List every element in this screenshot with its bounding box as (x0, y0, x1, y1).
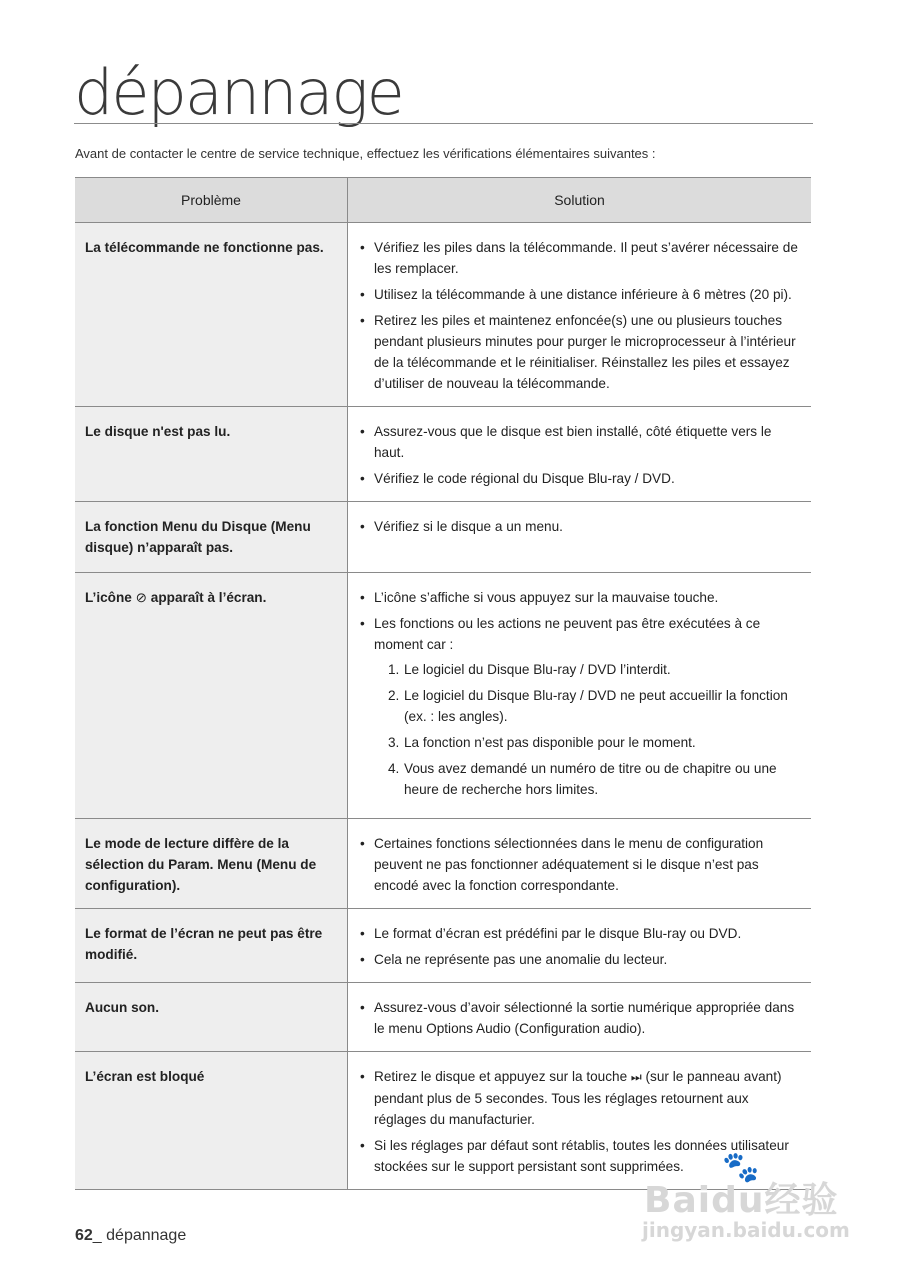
numbered-item: 3. La fonction n’est pas disponible pour le moment. (388, 735, 696, 750)
problem-cell: Le format de l’écran ne peut pas être modifié. (75, 909, 348, 983)
solution-bullet: • Assurez-vous que le disque est bien installé, côté étiquette vers le haut. (360, 421, 803, 463)
bullet-icon: • (360, 519, 365, 534)
header-solution: Solution (348, 178, 812, 223)
table-row (75, 502, 811, 573)
bullet-icon: • (360, 1069, 365, 1084)
solution-bullet: • Vérifiez si le disque a un menu. (360, 516, 803, 537)
bullet-icon: • (360, 1000, 365, 1015)
solution-cell (348, 819, 812, 909)
problem-cell: Le disque n'est pas lu. (75, 407, 348, 502)
bullet-icon: • (360, 287, 365, 302)
paw-icon: 🐾 (722, 1151, 760, 1184)
solution-cell (348, 502, 812, 573)
prohibited-icon: ⊘ (135, 590, 148, 605)
title-divider (74, 123, 813, 124)
troubleshooting-table (75, 177, 811, 1190)
watermark-logo: Baidu经验 (644, 1180, 839, 1221)
watermark-url: jingyan.baidu.com (642, 1218, 850, 1242)
page-footer (75, 1227, 186, 1245)
problem-cell: L’écran est bloqué (75, 1052, 348, 1190)
problem-cell: L’icône ⊘ apparaît à l’écran. (75, 573, 348, 819)
solution-bullet: • Retirez le disque et appuyez sur la touche ⏭ (sur le panneau avant) pendant plus de 5 secondes. Tous les réglages retournent aux réglages du manufacturier. (360, 1066, 803, 1130)
intro-text: Avant de contacter le centre de service technique, effectuez les vérifications élémentaires suivantes : (75, 146, 656, 161)
solution-bullet: • Certaines fonctions sélectionnées dans le menu de configuration peuvent ne pas fonctionner adéquatement si le disque n’est pas encodé avec la fonction correspondante. (360, 833, 803, 896)
solution-bullet: • Retirez les piles et maintenez enfoncée(s) une ou plusieurs touches pendant plusieurs minutes pour purger le microprocesseur à l’intérieur de la télécommande et le réinitialiser. Réinstallez les piles et essayez d’utiliser de nouveau la télécommande. (360, 310, 803, 394)
bullet-icon: • (360, 926, 365, 941)
page-number: 62 (75, 1227, 93, 1244)
bullet-icon: • (360, 240, 365, 255)
solution-cell (348, 909, 812, 983)
skip-next-icon: ⏭ (630, 1070, 642, 1084)
bullet-icon: • (360, 1138, 365, 1153)
table-row (75, 223, 811, 407)
watermark (640, 1150, 850, 1250)
solution-cell (348, 407, 812, 502)
bullet-icon: • (360, 616, 365, 631)
solution-bullet: • Si les réglages par défaut sont rétablis, toutes les données utilisateur stockées sur le support persistant sont supprimées. (360, 1135, 803, 1177)
problem-cell: Le mode de lecture diffère de la sélection du Param. Menu (Menu de configuration). (75, 819, 348, 909)
numbered-item: 1. Le logiciel du Disque Blu-ray / DVD l’interdit. (388, 662, 671, 677)
header-problem: Problème (75, 178, 348, 223)
table-row (75, 407, 811, 502)
problem-cell: Aucun son. (75, 983, 348, 1052)
bullet-icon: • (360, 424, 365, 439)
bullet-icon: • (360, 590, 365, 605)
table-row (75, 983, 811, 1052)
problem-cell: La télécommande ne fonctionne pas. (75, 223, 348, 407)
solution-cell (348, 223, 812, 407)
numbered-item: 4. Vous avez demandé un numéro de titre ou de chapitre ou une heure de recherche hors limites. (388, 761, 777, 797)
solution-bullet: • L’icône s’affiche si vous appuyez sur la mauvaise touche. (360, 587, 803, 608)
solution-bullet: • Assurez-vous d’avoir sélectionné la sortie numérique appropriée dans le menu Options Audio (Configuration audio). (360, 997, 803, 1039)
table-row (75, 909, 811, 983)
solution-bullet: • Vérifiez le code régional du Disque Blu-ray / DVD. (360, 468, 803, 489)
page-title: dépannage (74, 56, 403, 129)
bullet-icon: • (360, 836, 365, 851)
numbered-item: 2. Le logiciel du Disque Blu-ray / DVD ne peut accueillir la fonction (ex. : les angles). (388, 688, 788, 724)
table-row (75, 819, 811, 909)
solution-cell (348, 573, 812, 819)
bullet-icon: • (360, 471, 365, 486)
solution-cell (348, 983, 812, 1052)
table-row (75, 573, 811, 819)
bullet-icon: • (360, 952, 365, 967)
solution-bullet: • Vérifiez les piles dans la télécommande. Il peut s’avérer nécessaire de les remplacer. (360, 237, 803, 279)
problem-cell: La fonction Menu du Disque (Menu disque) n’apparaît pas. (75, 502, 348, 573)
solution-bullet: • Le format d’écran est prédéfini par le disque Blu-ray ou DVD. (360, 923, 803, 944)
bullet-icon: • (360, 313, 365, 328)
solution-bullet: • Utilisez la télécommande à une distance inférieure à 6 mètres (20 pi). (360, 284, 803, 305)
solution-bullet: • Les fonctions ou les actions ne peuvent pas être exécutées à ce moment car : 1. Le logiciel du Disque Blu-ray / DVD l’interdit. 2. Le logiciel du Disque Blu-ray / DVD ne peut accueillir la fonction (ex. : les angles). 3. La fonction n’est pas disponible pour le moment. 4. Vous avez demandé un numéro de titre ou de chapitre ou une heure de recherche hors limites. (360, 613, 803, 800)
solution-bullet: • Cela ne représente pas une anomalie du lecteur. (360, 949, 803, 970)
table-header-row (75, 178, 811, 223)
footer-section: _ dépannage (92, 1227, 187, 1244)
